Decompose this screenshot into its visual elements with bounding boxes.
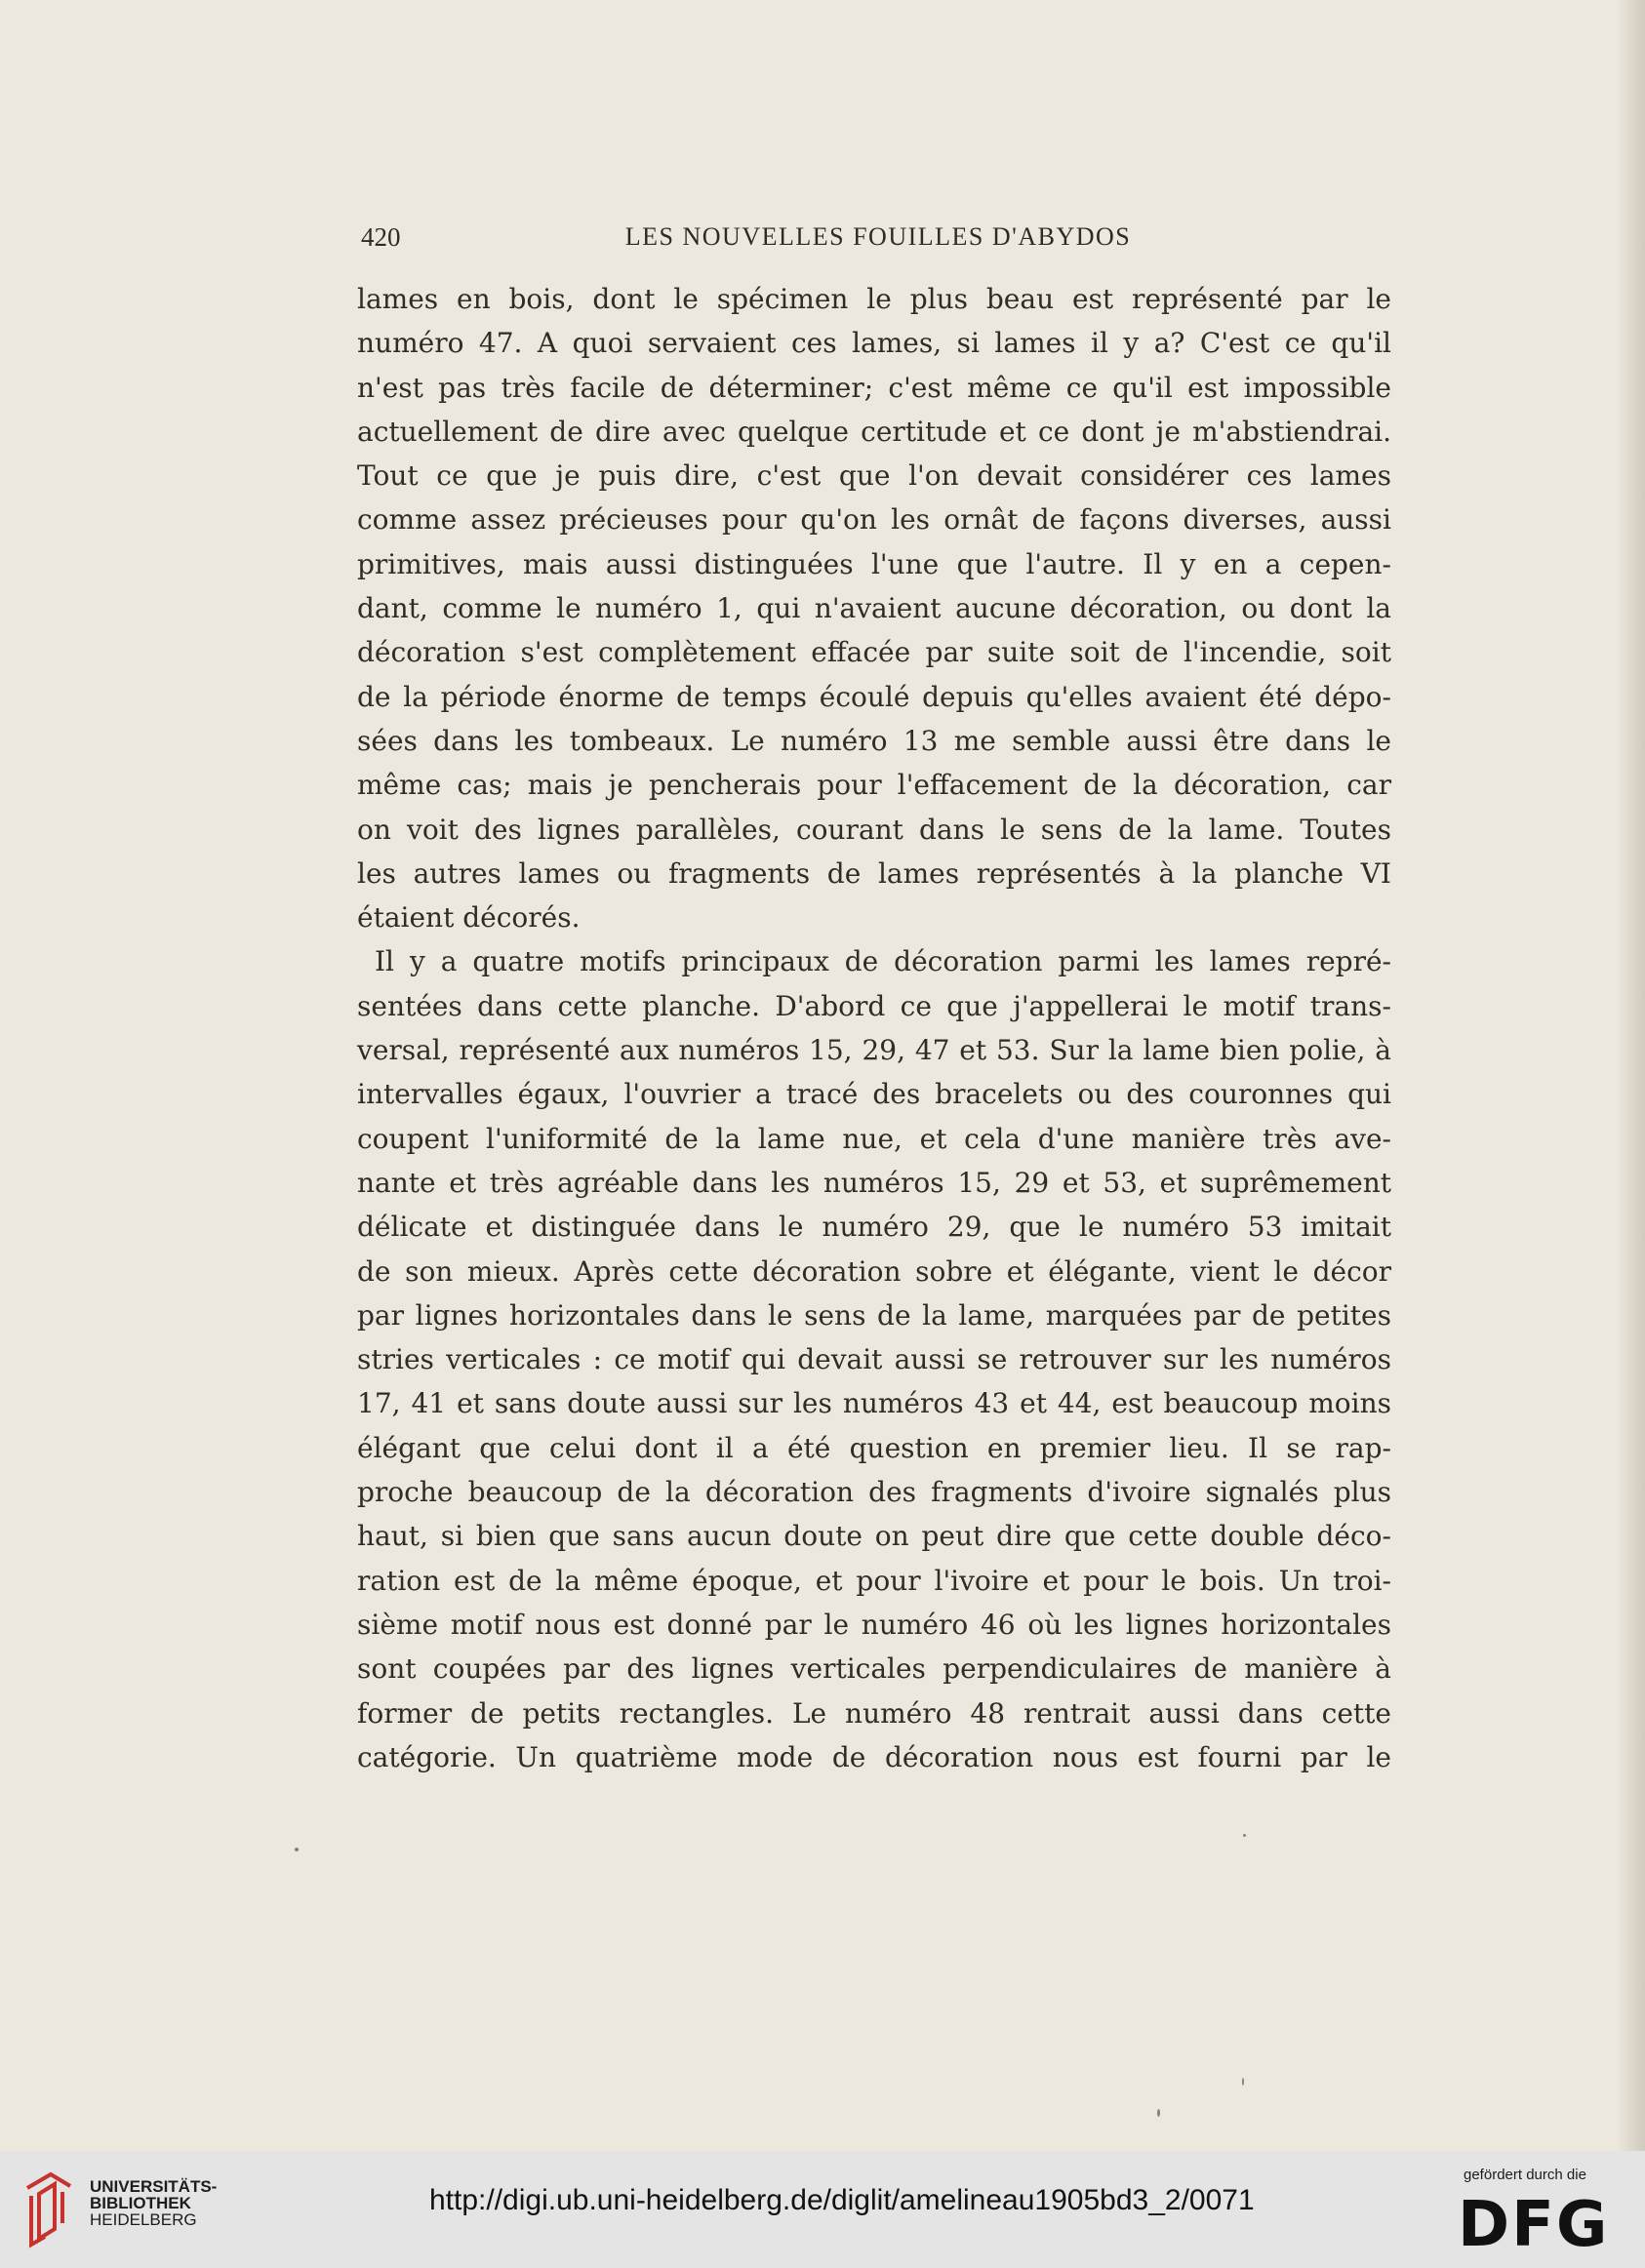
- page-number: 420: [361, 222, 401, 252]
- text-line: intervalles égaux, l'ouvrier a tracé des bracelets ou des couronnes qui: [357, 1078, 1391, 1111]
- text-line: catégorie. Un quatrième mode de décoration nous est fourni par le: [357, 1740, 1391, 1773]
- text-line: les autres lames ou fragments de lames représentés à la planche VI: [357, 856, 1391, 890]
- text-line: étaient décorés.: [357, 901, 581, 935]
- page-title: LES NOUVELLES FOUILLES D'ABYDOS: [624, 222, 1132, 251]
- university-library-logo-icon: [21, 2169, 76, 2250]
- text-line: primitives, mais aussi distinguées l'une que l'autre. Il y en a cepen-: [357, 547, 1391, 580]
- text-line: même cas; mais je pencherais pour l'effacement de la décoration, car: [357, 769, 1391, 802]
- footer-bar: [0, 2151, 1645, 2268]
- text-line: actuellement de dire avec quelque certitude et ce dont je m'abstiendrai.: [357, 415, 1391, 448]
- text-line: sentées dans cette planche. D'abord ce que j'appellerai le motif trans-: [357, 989, 1391, 1022]
- text-line: nante et très agréable dans les numéros 15, 29 et 53, et suprêmement: [357, 1166, 1391, 1199]
- text-line: n'est pas très facile de déterminer; c'est même ce qu'il est impossible: [357, 371, 1391, 404]
- text-line: sées dans les tombeaux. Le numéro 13 me semble aussi être dans le: [357, 724, 1391, 757]
- paper-speck: [295, 1848, 299, 1851]
- text-line: Tout ce que je puis dire, c'est que l'on devait considérer ces lames: [357, 459, 1391, 493]
- library-name: [90, 2178, 217, 2228]
- text-line: lames en bois, dont le spécimen le plus beau est représenté par le: [357, 283, 1391, 315]
- text-line: dant, comme le numéro 1, qui n'avaient aucune décoration, ou dont la: [357, 592, 1391, 625]
- paper-speck: [1242, 2078, 1244, 2086]
- running-head: [361, 222, 1395, 261]
- text-line: haut, si bien que sans aucun doute on peut dire que cette double déco-: [357, 1520, 1391, 1553]
- text-line: on voit des lignes parallèles, courant dans le sens de la lame. Toutes: [357, 813, 1391, 846]
- text-line: proche beaucoup de la décoration des fragments d'ivoire signalés plus: [357, 1476, 1391, 1509]
- text-line: comme assez précieuses pour qu'on les ornât de façons diverses, aussi: [357, 503, 1391, 537]
- library-name-line: BIBLIOTHEK: [90, 2194, 191, 2212]
- text-line: ration est de la même époque, et pour l'ivoire et pour le bois. Un troi-: [357, 1564, 1391, 1597]
- permalink-url[interactable]: http://digi.ub.uni-heidelberg.de/diglit/amelineau1905bd3_2/0071: [429, 2184, 1255, 2216]
- text-line: sième motif nous est donné par le numéro 46 où les lignes horizontales: [357, 1608, 1391, 1641]
- body-text: [357, 277, 1391, 1779]
- text-line: coupent l'uniformité de la lame nue, et cela d'une manière très ave-: [357, 1122, 1391, 1155]
- text-line: sont coupées par des lignes verticales perpendiculaires de manière à: [357, 1652, 1391, 1686]
- text-line: stries verticales : ce motif qui devait aussi se retrouver sur les numéros: [357, 1343, 1391, 1376]
- text-line: de la période énorme de temps écoulé depuis qu'elles avaient été dépo-: [357, 680, 1391, 713]
- library-name-line: UNIVERSITÄTS-: [90, 2177, 218, 2196]
- text-line: numéro 47. A quoi servaient ces lames, si lames il y a? C'est ce qu'il: [357, 327, 1391, 360]
- text-line: élégant que celui dont il a été question en premier lieu. Il se rap-: [357, 1431, 1391, 1464]
- text-line: versal, représenté aux numéros 15, 29, 47 et 53. Sur la lame bien polie, à: [357, 1034, 1391, 1067]
- text-line: décoration s'est complètement effacée par suite soit de l'incendie, soit: [357, 636, 1391, 669]
- paper-speck: [1243, 1834, 1246, 1837]
- text-line: Il y a quatre motifs principaux de décoration parmi les lames repré-: [375, 945, 1391, 978]
- text-line: de son mieux. Après cette décoration sobre et élégante, vient le décor: [357, 1254, 1391, 1288]
- library-name-line: HEIDELBERG: [90, 2210, 197, 2229]
- text-line: former de petits rectangles. Le numéro 48 rentrait aussi dans cette: [357, 1696, 1391, 1730]
- text-line: 17, 41 et sans doute aussi sur les numéros 43 et 44, est beaucoup moins: [357, 1387, 1391, 1420]
- dfg-logo: DFG: [1458, 2189, 1610, 2261]
- text-line: délicate et distinguée dans le numéro 29, que le numéro 53 imitait: [357, 1211, 1391, 1244]
- sponsor-text: gefördert durch die: [1464, 2167, 1586, 2183]
- paper-speck: [1157, 2109, 1160, 2117]
- text-line: par lignes horizontales dans le sens de la lame, marquées par de petites: [357, 1298, 1391, 1332]
